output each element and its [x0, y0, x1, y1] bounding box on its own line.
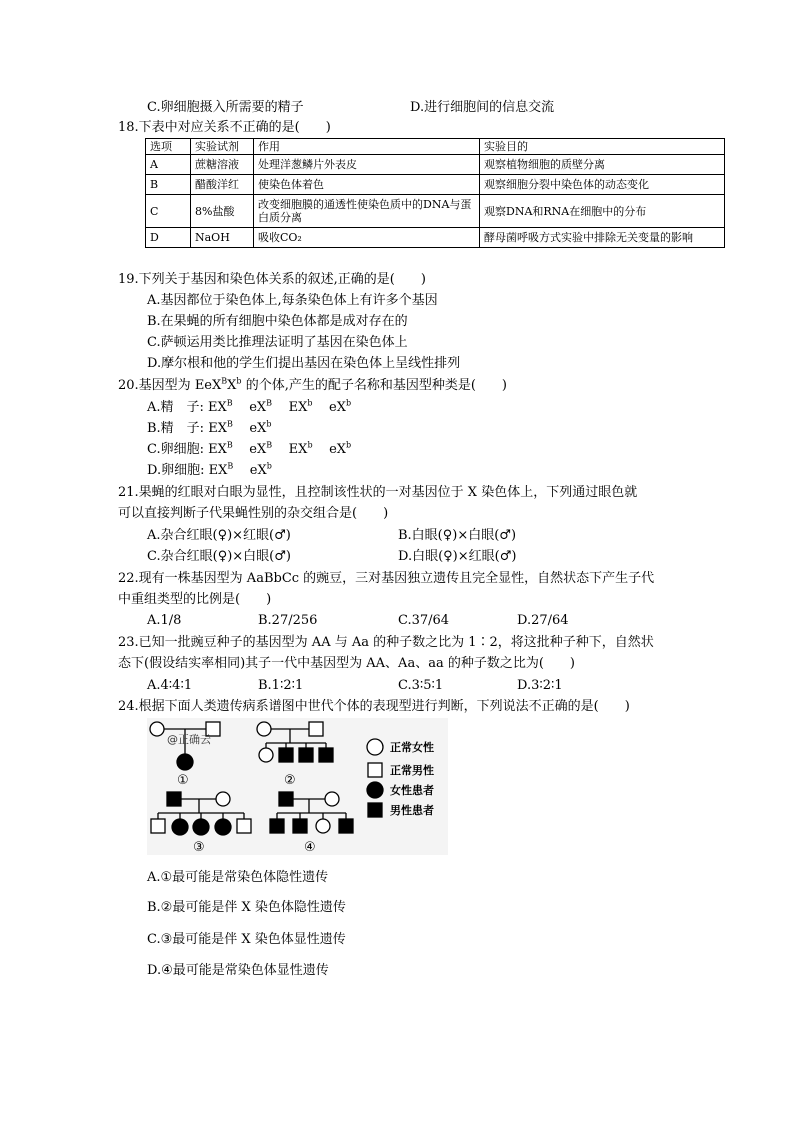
table-cell: NaOH: [191, 228, 254, 248]
table-cell: 观察细胞分裂中染色体的动态变化: [480, 175, 725, 195]
normal-female-icon: [257, 722, 271, 736]
q23-option-b: B.1∶2∶1: [258, 678, 304, 693]
affected-male-icon: [167, 792, 181, 806]
table-row: [146, 228, 725, 248]
table-header: 选项: [146, 139, 191, 155]
table-cell: 蔗糖溶液: [191, 155, 254, 175]
table-cell: D: [146, 228, 191, 248]
q20-option-c-label: C.卵细胞:: [147, 442, 204, 457]
q23-option-c: C.3∶5∶1: [398, 678, 444, 693]
pedigree-label-4: ④: [304, 840, 316, 855]
affected-male-icon: [319, 748, 333, 762]
q21-stem-line2: 可以直接判断子代果蝇性别的杂交组合是( ): [118, 506, 389, 521]
q22-option-d: D.27/64: [517, 613, 569, 628]
affected-female-icon: [215, 819, 231, 835]
pedigree-figure: [147, 718, 448, 855]
q20-option-c: C.卵细胞: $EX^B$ $eX^B$ $EX^b$ $eX^b$: [147, 440, 352, 457]
normal-male-icon: [151, 819, 165, 833]
q19-option-b: B.在果蝇的所有细胞中染色体都是成对存在的: [147, 314, 408, 329]
q22-stem-line2: 中重组类型的比例是( ): [118, 592, 272, 607]
q22-option-b: B.27/256: [258, 613, 318, 628]
table-cell: C: [146, 195, 191, 228]
table-header: 实验试剂: [191, 139, 254, 155]
table-row: [146, 155, 725, 175]
normal-female-icon: [150, 722, 164, 736]
watermark: @正确云: [167, 733, 211, 746]
legend-label: 男性患者: [390, 804, 434, 817]
affected-female-icon: [177, 754, 193, 770]
normal-female-icon: [316, 819, 330, 833]
table-cell: 8%盐酸: [191, 195, 254, 228]
table-cell: 改变细胞膜的通透性使染色质中的DNA与蛋白质分离: [254, 195, 480, 228]
affected-male-icon: [279, 748, 293, 762]
q24-option-c: C.③最可能是伴 X 染色体显性遗传: [147, 932, 346, 947]
table-cell: 观察DNA和RNA在细胞中的分布: [480, 195, 725, 228]
table-cell: 醋酸洋红: [191, 175, 254, 195]
normal-female-icon: [259, 748, 273, 762]
affected-male-icon: [293, 819, 307, 833]
q23-option-a: A.4∶4∶1: [147, 678, 193, 693]
q24-stem: 24.根据下面人类遗传病系谱图中世代个体的表现型进行判断，下列说法不正确的是( ): [118, 699, 630, 714]
q20-option-d-label: D.卵细胞:: [147, 463, 205, 478]
table-cell: 使染色体着色: [254, 175, 480, 195]
q22-option-a: A.1/8: [147, 613, 182, 628]
q20-option-a: A.精 子: $EX^B$ $eX^B$ $EX^b$ $eX^b$: [147, 398, 352, 415]
affected-male-icon: [279, 792, 293, 806]
affected-male-icon: [339, 819, 353, 833]
legend-affected-male-icon: [368, 803, 382, 817]
pedigree-diagram: [147, 718, 448, 855]
table-header-row: [146, 139, 725, 155]
legend-label: 正常女性: [390, 741, 434, 754]
affected-male-icon: [299, 748, 313, 762]
table-cell: 酵母菌呼吸方式实验中排除无关变量的影响: [480, 228, 725, 248]
normal-male-icon: [237, 819, 251, 833]
legend-normal-male-icon: [368, 763, 382, 777]
table-row: [146, 175, 725, 195]
q24-option-d: D.④最可能是常染色体显性遗传: [147, 963, 329, 978]
q21-option-c: C.杂合红眼(♀)×白眼(♂): [147, 549, 291, 564]
q21-option-a: A.杂合红眼(♀)×红眼(♂): [147, 528, 291, 543]
q20-option-b: B.精 子: $EX^B$ $eX^b$: [147, 419, 272, 436]
q17-option-c: C.卵细胞摄入所需要的精子: [147, 100, 304, 115]
legend-normal-female-icon: [367, 739, 383, 755]
q22-option-c: C.37/64: [398, 613, 450, 628]
q20-option-a-label: A.精 子:: [147, 400, 204, 415]
table-cell: 吸收CO₂: [254, 228, 480, 248]
q19-stem: 19.下列关于基因和染色体关系的叙述,正确的是( ): [118, 272, 426, 287]
affected-female-icon: [193, 819, 209, 835]
q23-stem-line2: 态下(假设结实率相同)其子一代中基因型为 AA、Aa、aa 的种子数之比为( ): [118, 656, 575, 671]
table-header: 作用: [254, 139, 480, 155]
q19-option-c: C.萨顿运用类比推理法证明了基因在染色体上: [147, 335, 408, 350]
table-cell: 观察植物细胞的质壁分离: [480, 155, 725, 175]
table-cell: 处理洋葱鳞片外表皮: [254, 155, 480, 175]
q18-table: [145, 138, 725, 248]
q20-stem: 20.基因型为 $EeX^BX^b$ 的个体,产生的配子名称和基因型种类是( ): [118, 376, 507, 393]
q21-option-b: B.白眼(♀)×白眼(♂): [398, 528, 517, 543]
table-row: [146, 195, 725, 228]
q21-stem-line1: 21.果蝇的红眼对白眼为显性，且控制该性状的一对基因位于 X 染色体上，下列通过眼色就: [118, 485, 638, 500]
q24-option-b: B.②最可能是伴 X 染色体隐性遗传: [147, 900, 346, 915]
normal-female-icon: [325, 792, 339, 806]
q23-option-d: D.3∶2∶1: [517, 678, 563, 693]
q19-option-d: D.摩尔根和他的学生们提出基因在染色体上呈线性排列: [147, 356, 461, 371]
q21-option-d: D.白眼(♀)×红眼(♂): [398, 549, 517, 564]
pedigree-label-1: ①: [177, 773, 189, 788]
legend-label: 正常男性: [390, 764, 434, 777]
q17-option-d: D.进行细胞间的信息交流: [410, 100, 555, 115]
q20-option-d: D.卵细胞: $EX^B$ $eX^b$: [147, 461, 272, 478]
legend-label: 女性患者: [390, 784, 434, 797]
affected-male-icon: [270, 819, 284, 833]
normal-female-icon: [216, 792, 230, 806]
affected-female-icon: [172, 819, 188, 835]
pedigree-label-2: ②: [284, 773, 296, 788]
pedigree-label-3: ③: [193, 840, 205, 855]
q19-option-a: A.基因都位于染色体上,每条染色体上有许多个基因: [147, 293, 438, 308]
table-cell: B: [146, 175, 191, 195]
normal-male-icon: [309, 722, 323, 736]
legend-affected-female-icon: [367, 782, 383, 798]
q20-stem-pre: 20.基因型为: [118, 378, 191, 393]
table-header: 实验目的: [480, 139, 725, 155]
q20-option-b-label: B.精 子:: [147, 421, 205, 436]
q20-stem-post: 的个体,产生的配子名称和基因型种类是( ): [245, 378, 507, 393]
q23-stem-line1: 23.已知一批豌豆种子的基因型为 AA 与 Aa 的种子数之比为 1∶2，将这批种子种下，自然状: [118, 635, 654, 650]
table-cell: A: [146, 155, 191, 175]
q22-stem-line1: 22.现有一株基因型为 AaBbCc 的豌豆，三对基因独立遗传且完全显性，自然状态下产生子代: [118, 571, 655, 586]
q18-stem: 18.下表中对应关系不正确的是( ): [118, 120, 331, 135]
q24-option-a: A.①最可能是常染色体隐性遗传: [147, 870, 329, 885]
